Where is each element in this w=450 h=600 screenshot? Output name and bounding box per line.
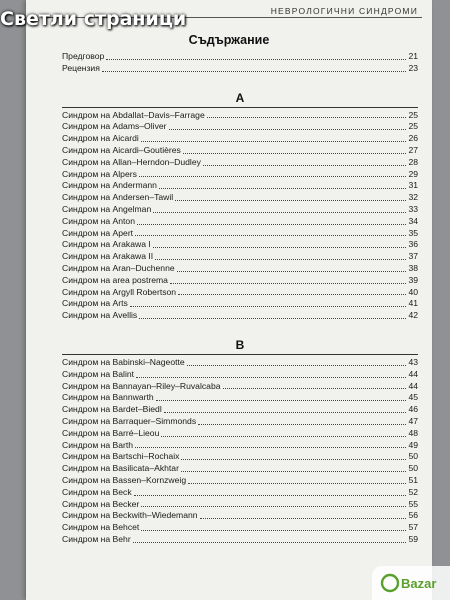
toc-entry-label: Синдром на Angelman [62,203,152,214]
toc-entry-page: 42 [408,310,418,321]
dot-leader [156,400,407,401]
toc-entry-label: Синдром на Adams–Oliver [62,121,167,132]
dot-leader [188,483,406,484]
toc-entry-page: 57 [408,522,418,533]
toc-entry-page: 26 [408,133,418,144]
toc-entry-page: 37 [408,251,418,262]
toc-entry-page: 21 [408,51,418,61]
toc-entry-page: 49 [408,439,418,450]
toc-row [62,369,418,381]
toc-row [62,392,418,404]
dot-leader [153,212,406,213]
dot-leader [170,283,406,284]
toc-entry-label: Синдром на Andersen–Tawil [62,192,174,203]
toc-entry-page: 38 [408,262,418,273]
toc-row [62,440,418,452]
toc-row [62,475,418,487]
toc-entry-label: Синдром на Aran–Duchenne [62,262,175,273]
toc-entry-page: 51 [408,474,418,485]
toc-entry-page: 55 [408,498,418,509]
toc-entry-page: 32 [408,192,418,203]
dot-leader [200,518,407,519]
toc-row [62,310,418,322]
toc-entry-page: 43 [408,356,418,367]
dot-leader [207,117,407,118]
section-b-entries [62,357,418,546]
toc-entry-label: Синдром на Becker [62,498,140,509]
toc-entry-label: Синдром на Bardet–Biedl [62,404,162,415]
dot-leader [175,200,406,201]
dot-leader [106,59,406,60]
toc-entry-page: 52 [408,486,418,497]
toc-entry-label: Синдром на Barraquer–Simmonds [62,415,197,426]
svg-text:Bazar: Bazar [401,576,437,591]
toc-row [62,381,418,393]
toc-row [62,534,418,546]
section-a-entries [62,110,418,322]
section-heading-b: B [62,336,418,355]
toc-entry-page: 25 [408,121,418,132]
toc-row [62,287,418,299]
dot-leader [130,306,407,307]
dot-leader [141,141,407,142]
toc-row [62,357,418,369]
dot-leader [136,377,406,378]
toc-entry-label: Синдром на Arts [62,298,128,309]
toc-entry-label: Синдром на area postrema [62,274,168,285]
toc-entry-page: 56 [408,510,418,521]
dot-leader [139,176,407,177]
toc-entry-page: 50 [408,463,418,474]
dot-leader [183,153,407,154]
toc-row [62,110,418,122]
book-page [26,0,432,600]
toc-entry-label: Синдром на Aicardi [62,133,139,144]
toc-entry-page: 23 [408,62,418,73]
toc-row [62,121,418,133]
dot-leader [134,495,407,496]
toc-entry-page: 50 [408,451,418,462]
toc-entry-page: 34 [408,215,418,226]
dot-leader [141,530,406,531]
toc-row [62,275,418,287]
watermark-text: Светли страници [0,8,187,30]
toc-entry-page: 44 [408,380,418,391]
toc-row [62,216,418,228]
toc-entry-page: 35 [408,227,418,238]
toc-entry-label: Рецензия [62,62,100,73]
toc-entry-label: Синдром на Behcet [62,522,140,533]
toc-entry-label: Синдром на Allan–Herndon–Dudley [62,156,201,167]
toc-entry-label: Предговор [62,51,105,61]
toc-row [62,451,418,463]
toc-row [62,298,418,310]
toc-row [62,522,418,534]
toc-entry-label: Синдром на Beckwith–Wiedemann [62,510,198,521]
toc-entry-label: Синдром на Bannwarth [62,392,154,403]
toc-entry-page: 25 [408,109,418,120]
toc-entry-label: Синдром на Balint [62,368,135,379]
toc-row [62,463,418,475]
dot-leader [178,294,406,295]
dot-leader [133,542,407,543]
running-header: НЕВРОЛОГИЧНИ СИНДРОМИ [270,6,418,16]
toc-entry-label: Синдром на Anton [62,215,135,226]
dot-leader [137,224,406,225]
toc-row [62,251,418,263]
dot-leader [141,506,406,507]
toc-entry-page: 48 [408,427,418,438]
toc-row [62,499,418,511]
toc-entry-label: Синдром на Bartschi–Rochaix [62,451,180,462]
dot-leader [153,247,407,248]
toc-entry-label: Синдром на Alpers [62,168,137,179]
toc-entry-page: 41 [408,298,418,309]
dot-leader [181,459,406,460]
toc-entry-label: Синдром на Barré–Lieou [62,427,160,438]
toc-entry-page: 31 [408,180,418,191]
toc-entry-label: Синдром на Aicardi–Goutières [62,144,181,155]
bazar-logo [372,566,450,600]
toc-entry-label: Синдром на Avellis [62,310,138,321]
toc-entry-page: 33 [408,203,418,214]
toc-entry-label: Синдром на Bannayan–Riley–Ruvalcaba [62,380,221,391]
toc-entry-label: Синдром на Apert [62,227,134,238]
toc-row [62,228,418,240]
toc-entry-page: 44 [408,368,418,379]
toc-row [62,510,418,522]
toc-row [62,416,418,428]
table-of-contents [62,51,418,546]
dot-leader [187,365,407,366]
toc-entry-page: 59 [408,533,418,544]
toc-row [62,169,418,181]
toc-entry-label: Синдром на Beck [62,486,132,497]
toc-row [62,192,418,204]
toc-entry-label: Синдром на Arakawa II [62,251,154,262]
toc-row [62,157,418,169]
toc-entry-page: 29 [408,168,418,179]
toc-entry-label: Синдром на Argyll Robertson [62,286,177,297]
toc-row-review [62,63,418,75]
dot-leader [102,71,407,72]
dot-leader [161,436,406,437]
toc-entry-label: Синдром на Basilicata–Akhtar [62,463,179,474]
dot-leader [198,424,406,425]
toc-row [62,487,418,499]
toc-entry-page: 46 [408,404,418,415]
dot-leader [164,412,407,413]
dot-leader [159,188,406,189]
toc-entry-label: Синдром на Arakawa I [62,239,151,250]
dot-leader [135,447,406,448]
toc-row-preface [62,51,418,63]
toc-row [62,180,418,192]
toc-row [62,204,418,216]
dot-leader [139,318,406,319]
toc-row [62,145,418,157]
toc-entry-page: 39 [408,274,418,285]
dot-leader [155,259,406,260]
dot-leader [203,165,407,166]
toc-row [62,404,418,416]
toc-entry-page: 40 [408,286,418,297]
toc-entry-page: 47 [408,415,418,426]
toc-title: Съдържание [188,33,270,47]
toc-entry-page: 36 [408,239,418,250]
toc-entry-page: 27 [408,144,418,155]
dot-leader [223,388,407,389]
toc-row [62,133,418,145]
toc-row [62,239,418,251]
toc-entry-page: 28 [408,156,418,167]
dot-leader [181,471,407,472]
dot-leader [135,235,406,236]
dot-leader [177,271,407,272]
toc-row [62,428,418,440]
toc-entry-page: 45 [408,392,418,403]
toc-entry-label: Синдром на Bassen–Kornzweig [62,474,187,485]
toc-entry-label: Синдром на Abdallat–Davis–Farrage [62,109,205,120]
toc-entry-label: Синдром на Barth [62,439,134,450]
toc-entry-label: Синдром на Babinski–Nageotte [62,356,185,367]
dot-leader [169,129,407,130]
section-heading-a: A [62,89,418,108]
toc-entry-label: Синдром на Andermann [62,180,157,191]
toc-row [62,263,418,275]
toc-entry-label: Синдром на Behr [62,533,131,544]
